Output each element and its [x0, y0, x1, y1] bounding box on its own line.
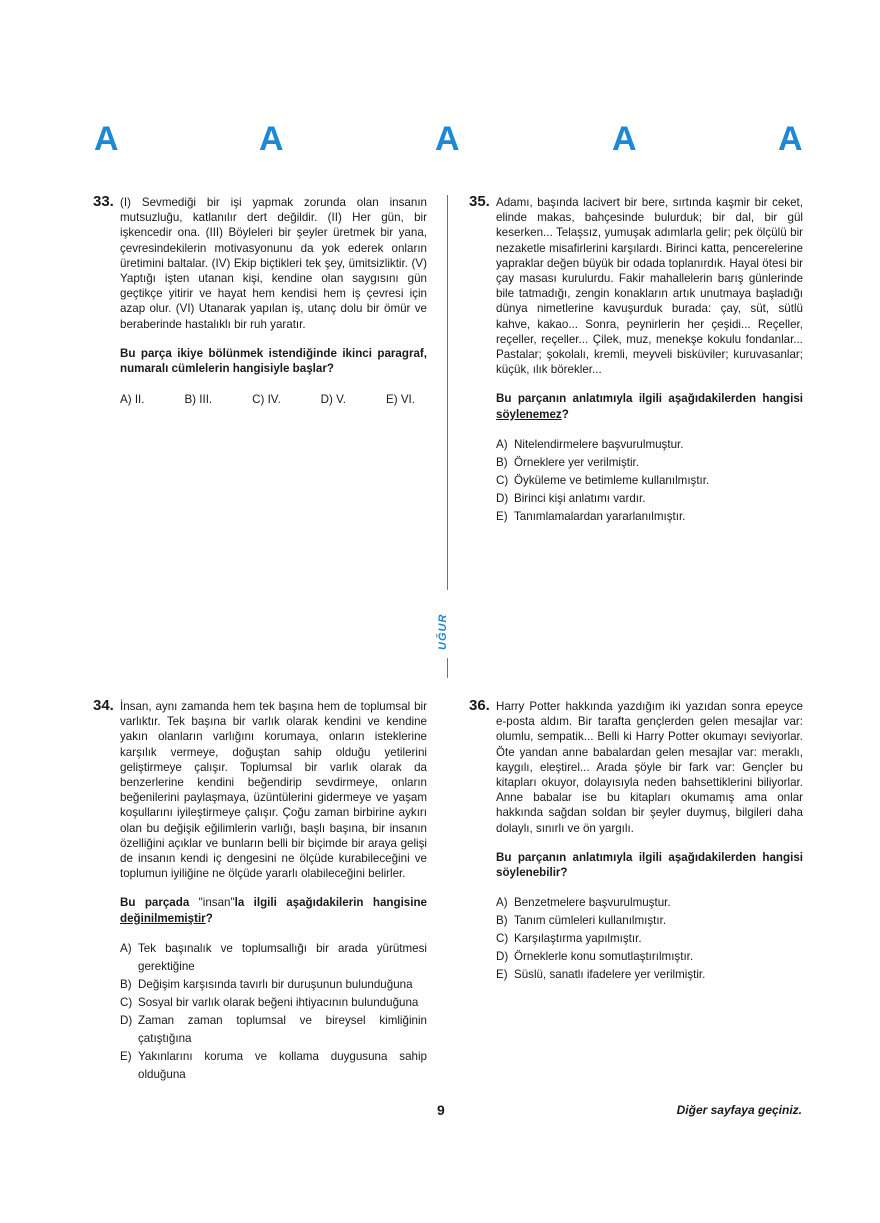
option-b[interactable]: B) Tanım cümleleri kullanılmıştır.	[496, 914, 667, 928]
option-c[interactable]: C) Sosyal bir varlık olarak beğeni ihtiyacının bulunduğuna	[120, 995, 419, 1009]
question-passage: Harry Potter hakkında yazdığım iki yazıdan sonra epeyce e-posta aldım. Bir tarafta gençlerden gelen mesajlar var: olumlu, sempatik... Belli ki Harry Potter okumayı seviyorlar. Öte yandan anne babalardan gelen mesajlar var: meraklı, kaygılı, eleştirel... Arada şöyle bir fark var: Gençler bu kitapları okuyor, dolayısıyla neden bahsettiklerini biliyorlar. Anne babalar ise bu kitapları okumamış ama onlar hakkında sağdan soldan bir şeyler duymuş, bilgileri daha dolaylı, sınırlı ve ön yargılı.	[496, 700, 803, 835]
question-33	[93, 193, 427, 407]
option-b[interactable]: B) Değişim karşısında tavırlı bir duruşunun bulunduğuna	[120, 977, 413, 991]
page-number: 9	[437, 1102, 445, 1118]
booklet-letter-4: A	[612, 120, 637, 158]
option-c[interactable]: C) Karşılaştırma yapılmıştır.	[496, 932, 642, 946]
booklet-letter-3: A	[435, 120, 460, 158]
option-d[interactable]: D) Zaman zaman toplumsal ve bireysel kimliğinin çatıştığına	[120, 1013, 427, 1045]
brand-label: UĞUR	[437, 613, 449, 651]
question-36	[469, 697, 803, 984]
option-a[interactable]: A) Tek başınalık ve toplumsallığı bir arada yürütmesi gerektiğine	[120, 941, 427, 973]
question-34	[93, 697, 427, 1084]
question-number: 36.	[469, 697, 490, 714]
answer-options	[120, 940, 427, 1084]
option-b[interactable]: B) III.	[184, 393, 213, 407]
option-e[interactable]: E) VI.	[386, 393, 415, 407]
answer-options	[120, 392, 427, 407]
booklet-letter-2: A	[259, 120, 284, 158]
option-e[interactable]: E) Tanımlamalardan yararlanılmıştır.	[496, 509, 686, 523]
question-35	[469, 193, 803, 526]
option-d[interactable]: D) V.	[320, 393, 347, 407]
column-divider	[447, 195, 448, 590]
next-page-note: Diğer sayfaya geçiniz.	[676, 1103, 802, 1117]
question-stem: Bu parçanın anlatımıyla ilgili aşağıdakilerden hangisi söylenemez?	[496, 392, 803, 421]
option-a[interactable]: A) Nitelendirmelere başvurulmuştur.	[496, 437, 684, 451]
question-passage: Adamı, başında lacivert bir bere, sırtında kaşmir bir ceket, elinde makas, bahçesinde bulurduk; bir dal, bir gül keserken... Telaşsız, yumuşak adımlarla gelir; pek ölçülü bir nezaketle misafirlerini karşılardı. Birinci katta, pencerelerine yapraklar değen büyük bir odada toplanırdık. Hayal ötesi bir çay masası kurulurdu. Fakir mahallelerin barış günlerinde bile tatmadığı, zengin konakların artık unutmaya başladığı dünya nimetlerine kavuşurduk burada: çay, süt, sütlü kahve, kakao... Sonra, peynirlerin her çeşidi... Reçeller, reçeller, reçeller... Çilek, muz, menekşe kokulu fondanlar... Pastalar; şokolalı, kremli, meyveli bisküviler; kuruvasanlar; küçük, ılık börekler...	[496, 196, 803, 377]
booklet-letter-1: A	[94, 120, 119, 158]
option-a[interactable]: A) Benzetmelere başvurulmuştur.	[496, 896, 671, 910]
option-e[interactable]: E) Yakınlarını koruma ve kollama duygusuna sahip olduğuna	[120, 1049, 427, 1081]
option-d[interactable]: D) Birinci kişi anlatımı vardır.	[496, 491, 646, 505]
booklet-letter-5: A	[778, 120, 803, 158]
column-divider-lower	[447, 658, 448, 678]
answer-options	[496, 894, 803, 984]
option-c[interactable]: C) IV.	[252, 393, 281, 407]
question-stem: Bu parça ikiye bölünmek istendiğinde ikinci paragraf, numaralı cümlelerin hangisiyle başlar?	[120, 346, 427, 376]
question-number: 33.	[93, 193, 114, 210]
option-e[interactable]: E) Süslü, sanatlı ifadelere yer verilmiştir.	[496, 968, 706, 982]
question-number: 34.	[93, 697, 114, 714]
answer-options	[496, 436, 803, 526]
question-number: 35.	[469, 193, 490, 210]
question-stem: Bu parçanın anlatımıyla ilgili aşağıdakilerden hangisi söylenebilir?	[496, 850, 803, 880]
option-a[interactable]: A) II.	[120, 393, 145, 407]
option-c[interactable]: C) Öyküleme ve betimleme kullanılmıştır.	[496, 473, 710, 487]
option-b[interactable]: B) Örneklere yer verilmiştir.	[496, 455, 639, 469]
question-passage: İnsan, aynı zamanda hem tek başına hem de toplumsal bir varlıktır. Tek başına bir varlık olarak kendini ve kendine yakın olanların varlığını korumaya, onların isteklerine karşılık vermeye, doğuştan sahip olduğu yetilerini geliştirmeye çalışır. Toplumsal bir varlık olarak da benzerlerine kendini beğendirip sevdirmeye, onların beğenilerini paylaşmaya, üzüntülerini gidermeye ve yaşam koşullarını iyileştirmeye çalışır. Çoğu zaman birbirine aykırı olan bu değişik eğilimlerin varlığı, başlı başına, bir insanın özelliğini açıklar ve bunların belli bir biçimde bir araya gelişi de insanın kendi iç dengesini ne ölçüde kurabileceğini ve toplumun iyiliğine ne ölçüde yararlı olabileceğini belirler.	[120, 700, 427, 881]
option-d[interactable]: D) Örneklerle konu somutlaştırılmıştır.	[496, 950, 694, 964]
question-passage: (I) Sevmediği bir işi yapmak zorunda olan insanın mutsuzluğu, katlanılır dert değildir. (II) Her gün, bir işkencedir ona. (III) Böyleleri bir şeyler üretmek bir yana, çevresindekilerin motivasyonunu da yok ederek onların üretimini baltalar. (IV) Ekip biçtikleri tek şey, ümitsizliktir. (V) Yaptığı işten utanan kişi, kendine olan saygısını gün geçtikçe yitirir ve hayat hem kendisi hem iş çevresi için azap olur. (VI) Utanarak yapılan iş, utanç dolu bir ömür ve beraberinde hastalıklı bir ruh yaratır.	[120, 196, 427, 331]
question-stem: Bu parçada "insan"la ilgili aşağıdakilerin hangisine değinilmemiştir?	[120, 896, 427, 925]
